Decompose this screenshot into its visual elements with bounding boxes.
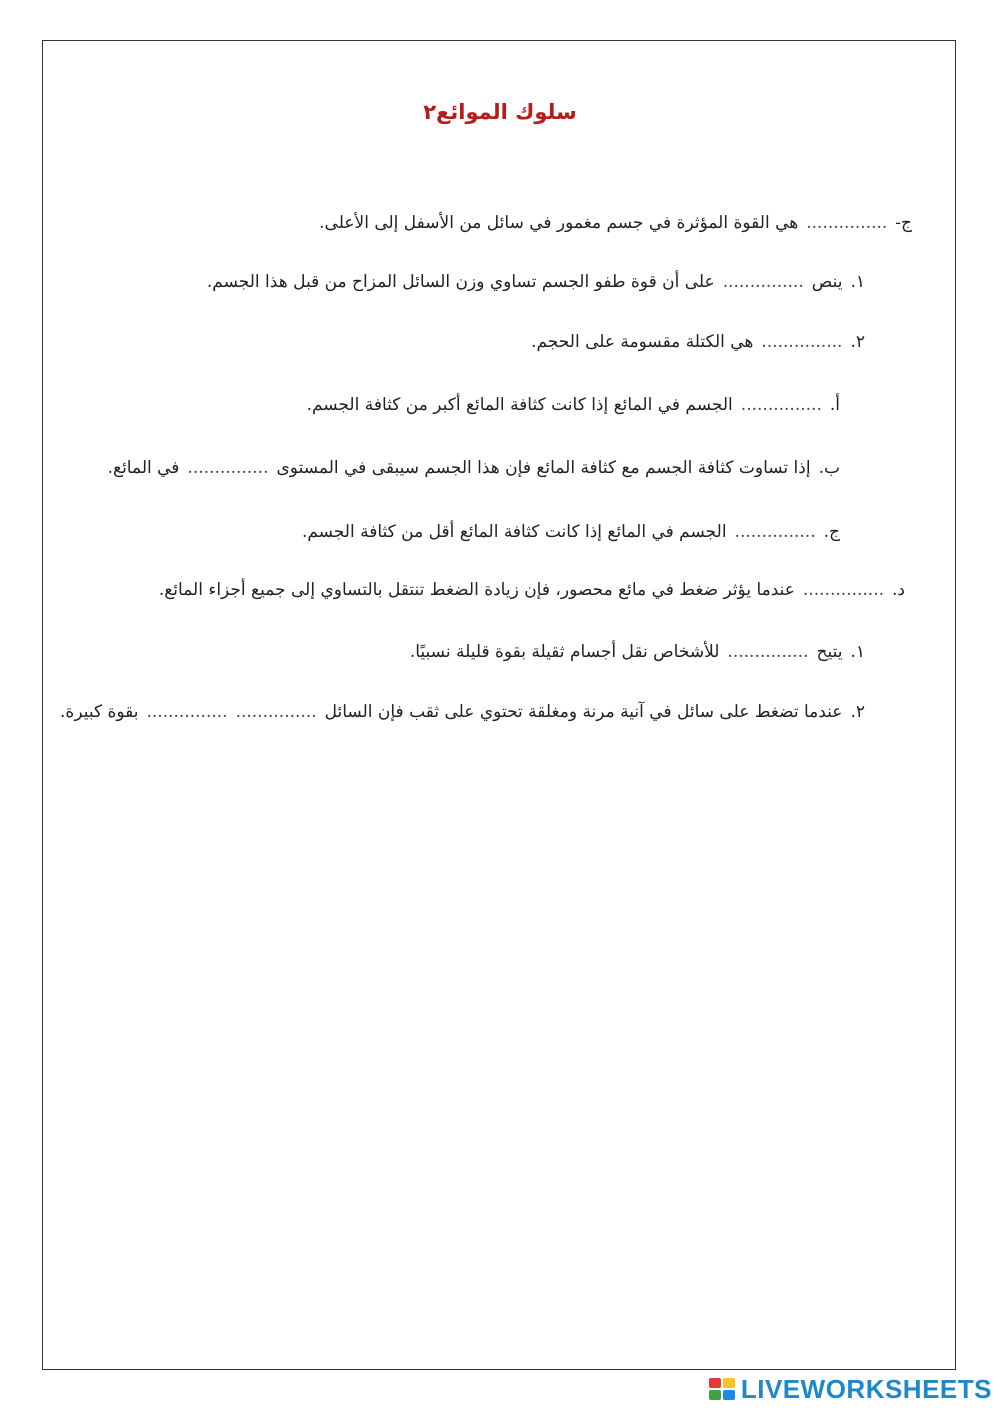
question-text-before: إذا تساوت كثافة الجسم مع كثافة المائع فإن هذا الجسم سيبقى في المستوى bbox=[276, 458, 811, 478]
question-text-after: للأشخاص نقل أجسام ثقيلة بقوة قليلة نسبيًا. bbox=[409, 642, 720, 662]
question-marker: ١. bbox=[850, 272, 865, 292]
liveworksheets-logo-icon bbox=[709, 1378, 737, 1402]
question-line-6 bbox=[302, 522, 840, 542]
answer-blank[interactable]: ............... bbox=[740, 395, 822, 415]
answer-blank[interactable]: ............... bbox=[235, 702, 317, 722]
question-text-after: هي الكتلة مقسومة على الحجم. bbox=[531, 332, 754, 352]
liveworksheets-logo bbox=[709, 1374, 992, 1405]
question-text-after: على أن قوة طفو الجسم تساوي وزن السائل المزاح من قبل هذا الجسم. bbox=[206, 272, 715, 292]
question-line-8 bbox=[410, 642, 865, 662]
question-marker: د. bbox=[892, 580, 905, 600]
question-text-after: هي القوة المؤثرة في جسم مغمور في سائل من الأسفل إلى الأعلى. bbox=[319, 213, 799, 233]
worksheet-title: سلوك الموائع٢ bbox=[423, 100, 577, 124]
question-text-after: في المائع. bbox=[107, 458, 180, 478]
question-line-4 bbox=[307, 395, 840, 415]
question-line-5 bbox=[108, 458, 840, 478]
question-text-after: عندما يؤثر ضغط في مائع محصور، فإن زيادة الضغط تنتقل بالتساوي إلى جميع أجزاء المائع. bbox=[158, 580, 795, 600]
question-line-9 bbox=[60, 702, 865, 722]
question-line-3 bbox=[531, 332, 865, 352]
answer-blank[interactable]: ............... bbox=[806, 213, 888, 233]
question-text-after: بقوة كبيرة. bbox=[60, 702, 139, 722]
answer-blank[interactable]: ............... bbox=[761, 332, 843, 352]
question-text-before: عندما تضغط على سائل في آنية مرنة ومغلقة تحتوي على ثقب فإن السائل bbox=[324, 702, 843, 722]
question-marker: ج- bbox=[895, 213, 912, 233]
question-marker: ١. bbox=[850, 642, 865, 662]
question-text-before: ينص bbox=[811, 272, 843, 292]
answer-blank[interactable]: ............... bbox=[802, 580, 885, 600]
answer-blank[interactable]: ............... bbox=[187, 458, 269, 478]
question-marker: ٢. bbox=[850, 332, 865, 352]
answer-blank[interactable]: ............... bbox=[722, 272, 804, 292]
question-line-2 bbox=[207, 272, 865, 292]
question-text-after: الجسم في المائع إذا كانت كثافة المائع أكبر من كثافة الجسم. bbox=[306, 395, 733, 415]
answer-blank[interactable]: ............... bbox=[727, 642, 809, 662]
question-marker: ب. bbox=[818, 458, 840, 478]
answer-blank[interactable]: ............... bbox=[146, 702, 228, 722]
question-line-1 bbox=[319, 213, 912, 233]
liveworksheets-logo-text: LIVEWORKSHEETS bbox=[740, 1374, 992, 1404]
question-marker: ج. bbox=[823, 522, 840, 542]
answer-blank[interactable]: ............... bbox=[734, 522, 816, 542]
question-line-7 bbox=[159, 580, 905, 600]
question-marker: أ. bbox=[829, 395, 840, 415]
question-text-after: الجسم في المائع إذا كانت كثافة المائع أقل من كثافة الجسم. bbox=[301, 522, 727, 542]
question-marker: ٢. bbox=[850, 702, 865, 722]
question-text-before: يتيح bbox=[816, 642, 843, 662]
